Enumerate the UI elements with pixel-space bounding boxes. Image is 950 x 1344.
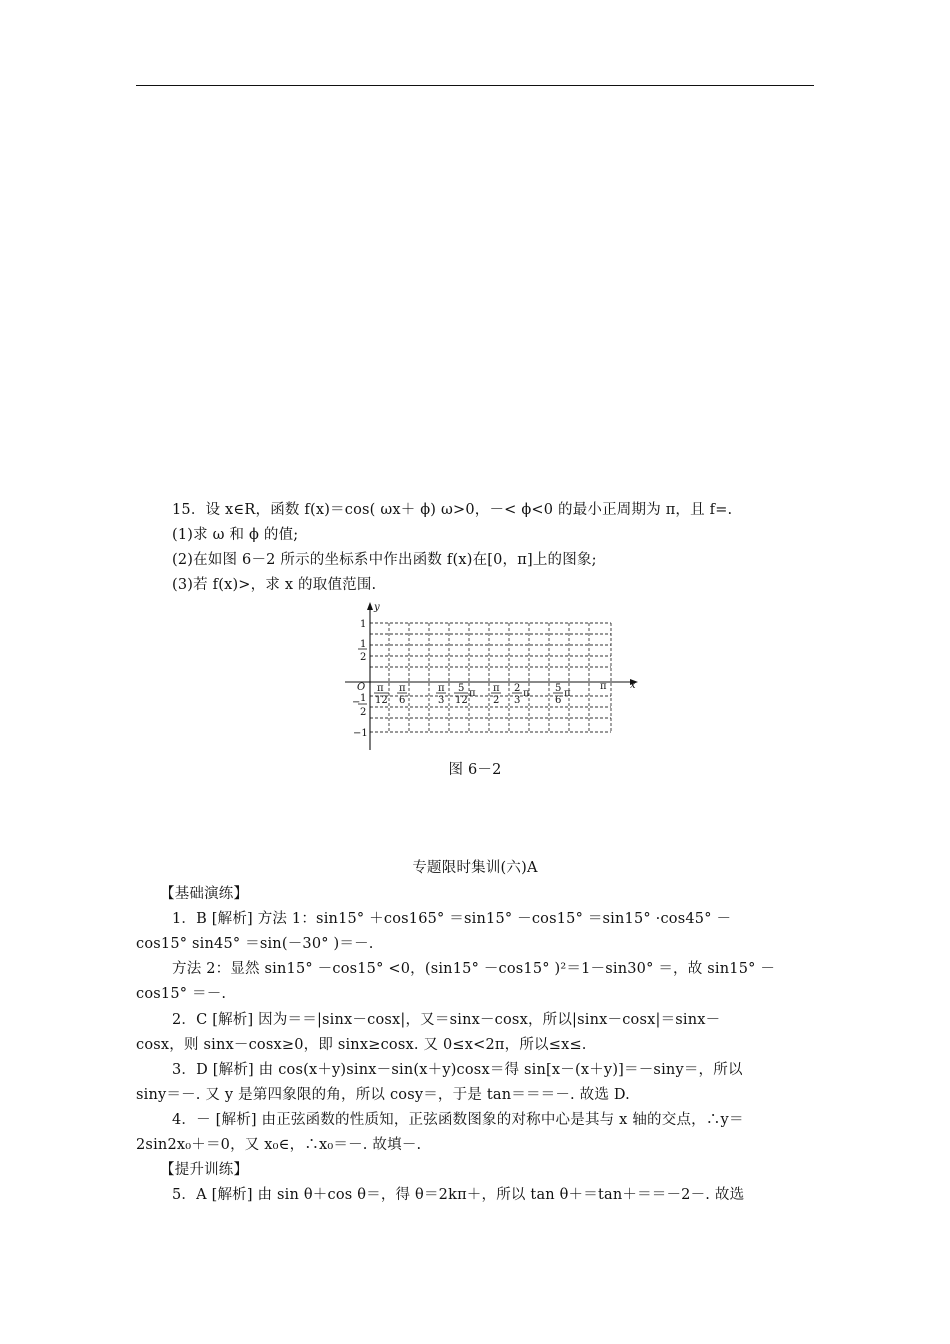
section-basic: 【基础演练】 bbox=[160, 886, 249, 902]
y-tick-half-num: 1 bbox=[360, 639, 367, 650]
x-tick-5pi-6-pi: π bbox=[564, 688, 571, 699]
x-tick-pi-3-num: π bbox=[438, 683, 445, 694]
x-tick-pi-2-den: 2 bbox=[493, 695, 500, 706]
x-tick-pi-12-num: π bbox=[377, 683, 384, 694]
y-tick-neg-half-den: 2 bbox=[360, 707, 367, 718]
x-axis-label: x bbox=[630, 680, 636, 691]
solution-1-line-3: 方法 2：显然 sin15° －cos15° <0，(sin15° －cos15° )²＝1－sin30° ＝，故 sin15° － bbox=[172, 961, 776, 977]
solution-5-line-1: 5．A [解析] 由 sin θ＋cos θ＝，得 θ＝2kπ＋，所以 tan θ＋＝tan＋＝＝－2－. 故选 bbox=[172, 1187, 745, 1203]
x-tick-pi-6-den: 6 bbox=[399, 695, 406, 706]
figure-caption: 图 6－2 bbox=[448, 762, 502, 778]
x-tick-pi-12-den: 12 bbox=[375, 695, 388, 706]
x-tick-pi-12 bbox=[374, 683, 389, 706]
y-tick-neg-1: −1 bbox=[353, 728, 368, 739]
solution-4-line-1: 4．－ [解析] 由正弦函数的性质知，正弦函数图象的对称中心是其与 x 轴的交点，∴y＝ bbox=[172, 1112, 744, 1128]
x-tick-5pi-6-num: 5 bbox=[555, 683, 562, 694]
x-tick-2pi-3-den: 3 bbox=[514, 695, 521, 706]
x-tick-pi-3-den: 3 bbox=[438, 695, 445, 706]
problem-stem: 15．设 x∈R，函数 f(x)＝cos( ωx＋ ϕ) ω>0，－< ϕ<0 的最小正周期为 π，且 f=. bbox=[172, 502, 733, 518]
y-axis-arrow-icon bbox=[367, 602, 373, 610]
solution-3-line-2: siny＝－. 又 y 是第四象限的角，所以 cosy＝，于是 tan＝＝＝－. 故选 D. bbox=[136, 1087, 630, 1103]
x-tick-pi-6 bbox=[397, 683, 407, 706]
solution-2-line-2: cosx，则 sinx－cosx≥0，即 sinx≥cosx. 又 0≤x<2π，所以≤x≤. bbox=[136, 1037, 587, 1053]
x-tick-5pi-12 bbox=[454, 683, 476, 706]
origin-label: O bbox=[357, 682, 366, 693]
x-tick-5pi-12-num: 5 bbox=[458, 683, 465, 694]
problem-part-1: (1)求 ω 和 ϕ 的值; bbox=[172, 527, 299, 543]
y-tick-1: 1 bbox=[360, 619, 367, 630]
solutions-title: 专题限时集训(六)A bbox=[412, 860, 538, 876]
coordinate-grid-figure bbox=[330, 598, 650, 762]
solution-1-line-4: cos15° ＝－. bbox=[136, 986, 227, 1002]
x-tick-5pi-12-den: 12 bbox=[455, 695, 468, 706]
x-tick-pi-2 bbox=[491, 683, 501, 706]
x-tick-5pi-6-den: 6 bbox=[555, 695, 562, 706]
problem-part-2: (2)在如图 6－2 所示的坐标系中作出函数 f(x)在[0，π]上的图象; bbox=[172, 552, 597, 568]
coordinate-grid-svg bbox=[330, 598, 650, 758]
solution-4-line-2: 2sin2x₀＋＝0，又 x₀∈，∴x₀＝－. 故填－. bbox=[136, 1137, 422, 1153]
x-tick-2pi-3-pi: π bbox=[523, 688, 530, 699]
y-axis-label: y bbox=[374, 602, 380, 613]
x-tick-pi-6-num: π bbox=[399, 683, 406, 694]
solution-1-line-2: cos15° sin45° ＝sin(－30° )＝－. bbox=[136, 936, 374, 952]
solution-1-line-1: 1．B [解析] 方法 1：sin15° ＋cos165° ＝sin15° －cos15° ＝sin15° ·cos45° － bbox=[172, 911, 732, 927]
y-tick-neg-half-num: 1 bbox=[360, 693, 367, 704]
x-tick-5pi-6 bbox=[553, 683, 571, 706]
y-tick-neg-half-minus: − bbox=[352, 697, 361, 708]
header-rule bbox=[136, 85, 814, 86]
problem-part-3: (3)若 f(x)>，求 x 的取值范围. bbox=[172, 577, 377, 593]
x-tick-2pi-3 bbox=[512, 683, 530, 706]
x-tick-pi-3 bbox=[436, 683, 446, 706]
x-tick-pi: π bbox=[600, 681, 607, 692]
solution-2-line-1: 2．C [解析] 因为＝＝|sinx－cosx|，又＝sinx－cosx，所以|sinx－cosx|＝sinx－ bbox=[172, 1012, 721, 1028]
section-improve: 【提升训练】 bbox=[160, 1162, 249, 1178]
y-tick-half-den: 2 bbox=[360, 652, 367, 663]
x-tick-pi-2-num: π bbox=[493, 683, 500, 694]
solution-3-line-1: 3．D [解析] 由 cos(x＋y)sinx－sin(x＋y)cosx＝得 sin[x－(x＋y)]＝－siny＝，所以 bbox=[172, 1062, 743, 1078]
grid-lines bbox=[370, 623, 611, 732]
x-tick-2pi-3-num: 2 bbox=[514, 683, 521, 694]
x-tick-5pi-12-pi: π bbox=[469, 688, 476, 699]
